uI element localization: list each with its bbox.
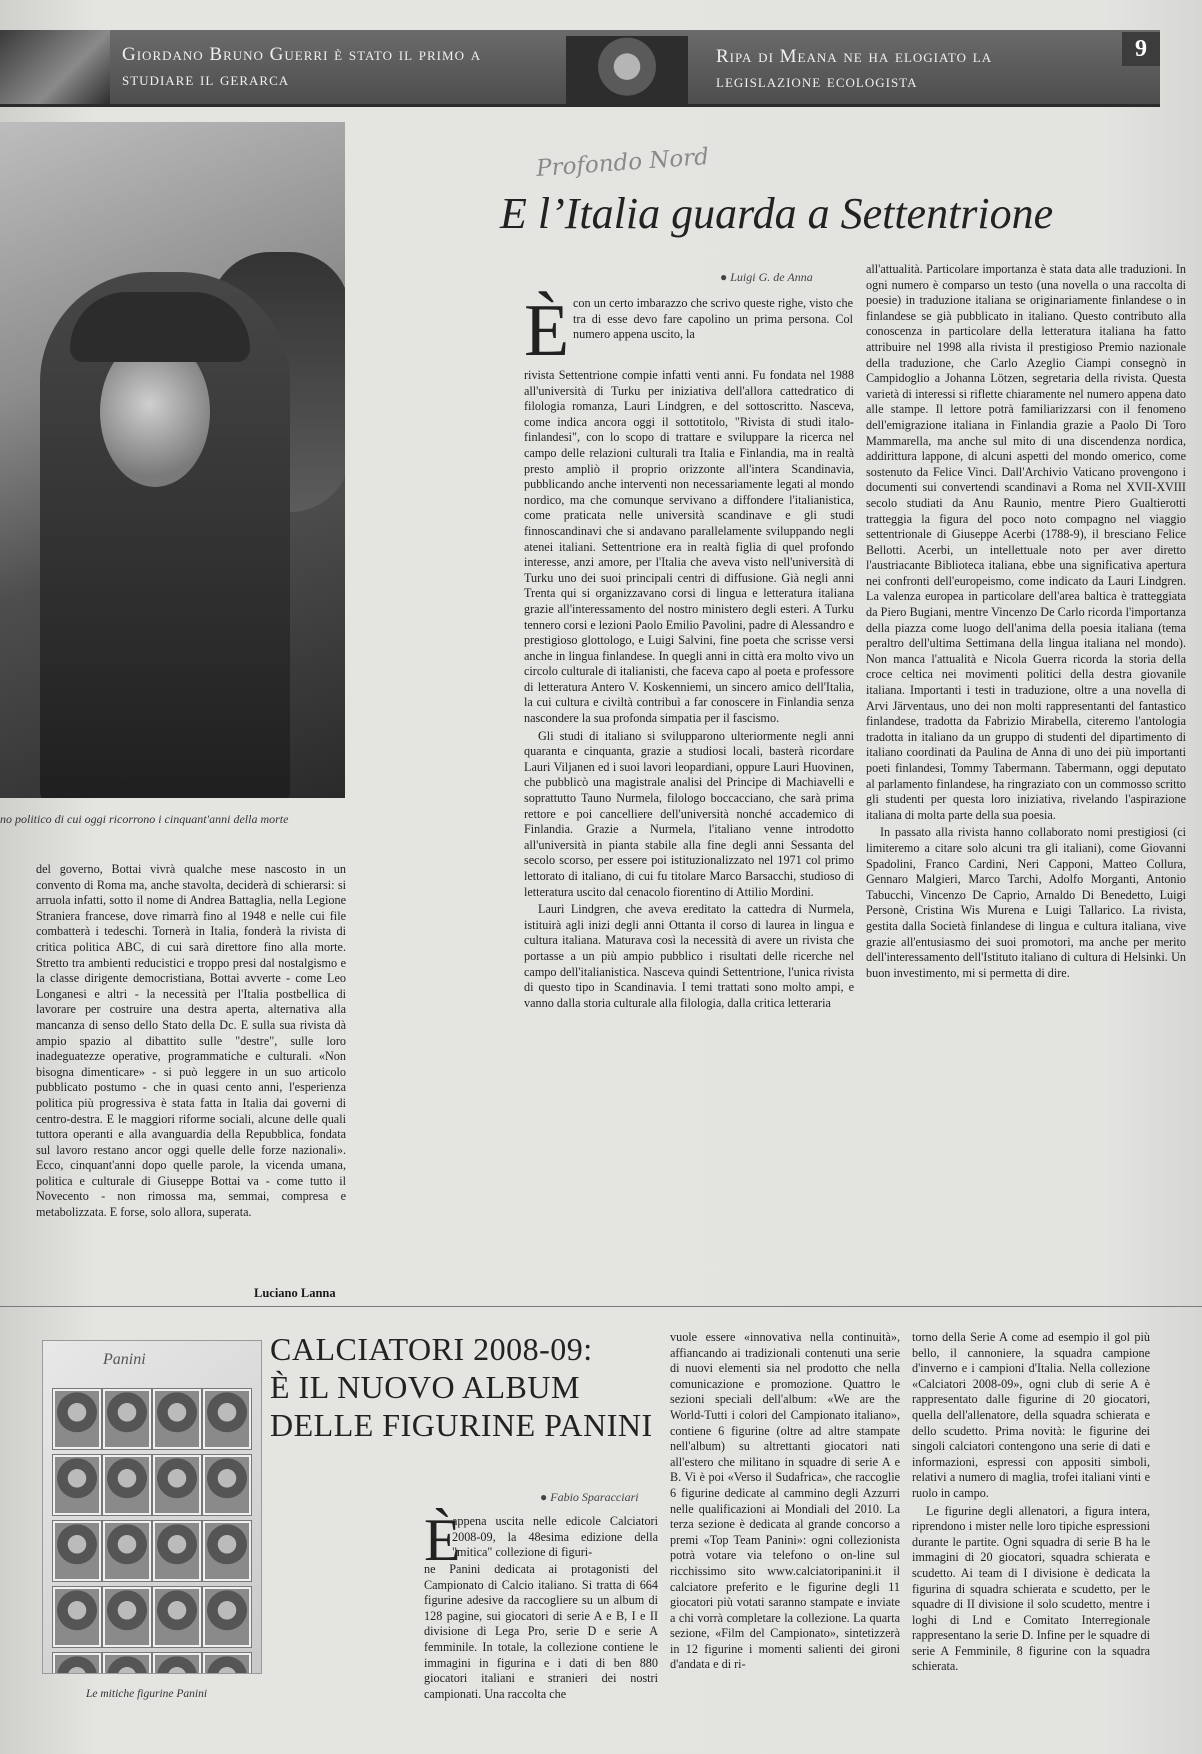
photo-caption: no politico di cui oggi ricorrono i cinquant'anni della morte xyxy=(0,812,289,826)
article-paragraph: torno della Serie A come ad esempio il gol più bello, il cannoniere, la squadra campione d'inverno e i campioni d'Italia. Nella collezione «Calciatori 2008-09», ogni club di serie A è rappresentato dalle figurine di 20 giocatori, quella dell'allenatore, della squadra schierata e dello scudetto. Prima novità: le figurine dei singoli calciatori contengono una serie di dati e informazioni, espressi con appositi simboli, relativi a numero di maglia, trofei italiani vinti e ruolo in campo. xyxy=(912,1330,1150,1500)
sticker xyxy=(53,1521,101,1581)
article2-column-3 xyxy=(912,1330,1150,1736)
sticker xyxy=(203,1455,251,1515)
article-paragraph: con un certo imbarazzo che scrivo queste righe, visto che tra di esse devo fare capolino un prima persona. Col numero appena uscito, la xyxy=(573,296,853,342)
sticker xyxy=(153,1587,201,1647)
article-paragraph: del governo, Bottai vivrà qualche mese nascosto in un convento di Roma ma, anche stavolta, deciderà di schierarsi: si arruola infatti, sotto il nome di Andrea Battaglia, nella Legione Straniera francese, dove rimarrà fino al 1948 e nelle cui file combatterà i tedeschi. Tornerà in Italia, fonderà la rivista di critica politica ABC, di cui sarà direttore fino alla morte. Stretto tra ambienti reducistici e troppo presi dal nostalgismo e la classe dirigente democristiana, Bottai avverte - come Leo Longanesi e altri - la necessità per l'Italia postbellica di lavorare per costruire una destra aperta, alternativa alla mancanza di senso dello Stato della Dc. E sulla sua rivista dà ampio spazio al dibattito sulle "destre", sulle loro inadeguatezze operative, programmatiche e culturali. «Non bisogna dimenticare» - si può leggere in un suo articolo pubblicato postumo - che in quasi cento anni, l'esperienza politica più progressiva è stata fatta in Italia dai governi di centro-destra. E le maggiori riforme sociali, alcune delle quali tuttora operanti e alla avanguardia della Repubblica, fondata sul lavoro restano ancor oggi quelle delle forze nazionali». Ecco, cinquant'anni dopo quelle parole, la vicenda umana, politica e culturale di Giuseppe Bottai va - come tutto il Novecento - non rimossa ma, semmai, compresa e metabolizzata. E forse, solo allora, superata. xyxy=(36,862,346,1220)
sticker xyxy=(103,1521,151,1581)
main-photo xyxy=(0,122,345,798)
article-paragraph: rivista Settentrione compie infatti venti anni. Fu fondata nel 1988 all'università di Turku per iniziativa dell'allora cattedratico di filologia romanza, Lauri Lindgren, e del sottoscritto. Nasceva, come indica ancora oggi il sottotitolo, "Rivista di studi italo-finlandesi", con lo scopo di trattare e sviluppare la ricerca nel campo delle relazioni culturali tra Italia e Finlandia, ma in realtà presto ampliò il proprio orizzonte all'intera Scandinavia, pubblicando anche interventi non necessariamente legati al mondo nordico, ma che comunque servivano a diffondere l'italianistica, come praticata nelle università scandinave e gli studi finnoscandinavi che si andavano parallelamente sviluppando negli atenei italiani. Settentrione era in realtà figlia di quel profondo interesse, anzi amore, per l'Italia che aveva visto nell'università di Turku uno dei suoi principali centri di diffusione. Già negli anni Trenta qui si organizzavano corsi di lingua e letteratura italiana grazie all'interessamento del nostro ministero degli esteri. A Turku tennero corsi e lezioni Paolo Emilio Pavolini, padre di Alessandro e prestigioso glottologo, e Luigi Salvini, fine poeta che scrisse versi anche in lingua finlandese. In quegli anni in città era molto vivo un circolo culturale di italianisti, che faceva capo al poeta e professore di letteratura Antero V. Koskenniemi, un sincero amico dell'Italia, la cui cultura e civiltà contribuì a far conoscere in Finlandia senza nascondere la sua profonda simpatia per il fascismo. xyxy=(524,368,854,726)
article2-column-1 xyxy=(424,1562,658,1736)
article-paragraph: appena uscita nelle edicole Calciatori 2008-09, la 48esima edizione della "mitica" collezione di figuri- xyxy=(452,1514,658,1560)
left-article-column xyxy=(36,862,346,1292)
article-paragraph: Gli studi di italiano si svilupparono ulteriormente negli anni quaranta e cinquanta, grazie a studiosi locali, basterà ricordare Lauri Viljanen ed i suoi lavori leopardiani, oppure Lauri Huovinen, che pubblicò una magistrale analisi del Principe di Machiavelli e soprattutto Tauno Nurmela, filologo boccacciano, che sarà prima rettore e poi cancelliere dell'università nonché accademico di Finlandia. Grazie a Nurmela, l'italiano venne introdotto all'università in pianta stabile alla fine degli anni Sessanta del secolo scorso, per essere poi istituzionalizzato nel 1971 col primo lettorato di italiano, di cui fu titolare Marco Barsacchi, studioso di letteratura uscito dal cenacolo fiorentino di Attilio Mordini. xyxy=(524,728,854,899)
article-paragraph: Lauri Lindgren, che aveva ereditato la cattedra di Nurmela, istituirà agli inizi degli anni Ottanta il corso di laurea in lingua e cultura italiana. Maturava così la necessità di avere un rivista che portasse a un più ampio pubblico i risultati delle ricerche nel campo dell'italianistica. Nasceva quindi Settentrione, l'unica rivista di questo tipo in Scandinavia. I temi trattati sono molto ampi, e vanno dalla storia culturale alla filologia, dalla critica letteraria xyxy=(524,902,854,1010)
article2-column-2 xyxy=(670,1330,900,1736)
sticker xyxy=(103,1653,151,1674)
article2-title-line: È IL NUOVO ALBUM xyxy=(270,1369,580,1405)
article-paragraph: all'attualità. Particolare importanza è stata data alle traduzioni. In ogni numero è comparso un testo (una novella o una raccolta di poesie) in traduzione italiana se originariamente finlandese o in finlandese se già pubblicato in italiano. Questo contributo alla conoscenza in particolare della letteratura italiana ha fatto attribuire nel 1998 alla rivista il prestigioso Premio nazionale della traduzione, che Carlo Azeglio Ciampi consegnò in Campidoglio a Johanna Lötzen, segretaria della rivista. Questa varietà di interessi si riflette chiaramente nel numero appena dato alle stampe. Il lettore potrà familiarizzarsi con il fenomeno dell'emigrazione italiana in Finlandia grazie a Paolo Di Toro Mammarella, ma anche sul mito di una discendenza nordica, addirittura lappone, di alcuni aspetti del mondo omerico, come sostenuto da Felice Vinci. Dall'Archivio Vaticano provengono i documenti sui convertendi scandinavi a Roma nel XVII-XVIII secolo studiati da Anu Raunio, mentre Piero Gualtierotti tratteggia la figura del poco noto compagno nel viaggio settentrionale di Giuseppe Acerbi (1788-9), il bresciano Felice Bellotti. Acerbi, un intellettuale noto per aver diretto l'austriacante Biblioteca italiana, ebbe una significativa apertura nei confronti dell'europeismo, come indicato da Lauri Lindgren. La valenza europea in particolare dell'area baltica è tratteggiata da Piero Bugiani, mentre Vincenzo De Carlo ricorda l'importanza della piazza come luogo dell'anima della poesia italiana (tema peraltro dell'ultima Settimana della lingua italiana nel mondo). Non manca l'attualità e Nicola Guerra ricorda la storia della croce celtica nei movimenti politici della destra giovanile italiana. Importanti i testi in traduzione, oltre a una novella di Arvi Järventaus, uno dei non molti rappresentanti del fantastico finlandese, tradotta da Fabrizio Mirabella, citeremo l'antologia tradotta in italiano da un gruppo di studenti del dipartimento di italiano coordinati da Paulina de Anna di uno dei più importanti poeti finlandesi, Tommy Tabermann. Tabermann, oggi deputato al parlamento finlandese, ha ringraziato con un commosso scritto gli studenti per questa loro iniziativa, rivelando l'aspirazione italiana di molta parte della sua poesia. xyxy=(866,262,1186,822)
album-photo-caption: Le mitiche figurine Panini xyxy=(86,1688,208,1700)
article2-dropcap: È xyxy=(424,1507,461,1573)
article2-title xyxy=(270,1330,670,1444)
article-kicker: Profondo Nord xyxy=(535,143,710,183)
photo-figure-hat xyxy=(70,292,250,362)
article-dropcap: È xyxy=(524,290,570,372)
section-divider xyxy=(0,1306,1202,1307)
sticker-grid xyxy=(53,1389,247,1674)
sticker xyxy=(53,1653,101,1674)
album-photo xyxy=(42,1340,262,1674)
header-right-text: Ripa di Meana ne ha elogiato la legislazione ecologista xyxy=(716,46,993,92)
header-photo-left xyxy=(0,30,110,104)
sticker xyxy=(153,1389,201,1449)
sticker xyxy=(103,1389,151,1449)
article-headline: E l’Italia guarda a Settentrione xyxy=(500,189,1054,238)
sticker xyxy=(53,1389,101,1449)
article2-column-intro xyxy=(452,1514,658,1562)
sticker xyxy=(103,1455,151,1515)
sticker xyxy=(203,1521,251,1581)
sticker xyxy=(103,1587,151,1647)
sticker xyxy=(203,1389,251,1449)
article2-byline: ● Fabio Sparacciari xyxy=(540,1490,639,1504)
sticker xyxy=(153,1455,201,1515)
article2-author: Fabio Sparacciari xyxy=(550,1490,639,1504)
sticker xyxy=(203,1587,251,1647)
header-left-text: Giordano Bruno Guerri è stato il primo a studiare il gerarca xyxy=(122,44,482,90)
header-photo-portrait xyxy=(566,36,688,104)
article-signature: Luciano Lanna xyxy=(254,1286,336,1300)
article-paragraph: vuole essere «innovativa nella continuità», affiancando ai tradizionali contenuti una serie di nuovi elementi sia nel prodotto che nella comunicazione e promozione. Quattro le sezioni speciali dell'album: «We are the World-Tutti i colori del Campionato italiano», contiene 6 figurine (oltre ad altre stampate nell'album) su altrettanti giocatori nati all'estero che militano in squadre di serie A e B. Vi è poi «Verso il Sudafrica», che raccoglie 6 figurine dedicate al cammino degli Azzurri nelle qualificazioni ai Mondiali del 2010. La terza sezione è dedicata al grande concorso a premi «Top Team Panini»: ogni collezionista potrà votare via telefono o on-line sul ricchissimo sito www.calciatoripanini.it il calciatore preferito e le figurine degli 11 giocatori più votati saranno stampate e inviate a chi vorrà completare la collezione. La quarta sezione, «Film del Campionato», sintetizzerà in 12 figurine i momenti salienti dei gironi d'andata e di ri- xyxy=(670,1330,900,1672)
sticker xyxy=(203,1653,251,1674)
article-author: Luigi G. de Anna xyxy=(730,270,813,284)
sticker xyxy=(53,1455,101,1515)
sticker xyxy=(153,1653,201,1674)
article-paragraph: In passato alla rivista hanno collaborato nomi prestigiosi (ci limiteremo a citare solo alcuni tra gli italiani), come Giovanni Spadolini, Franco Cardini, Neri Capponi, Matteo Collura, Gennaro Malgieri, Marco Tarchi, Adolfo Morganti, Antonio Tabucchi, Vincenzo De Caprio, Arnaldo Di Benedetto, Luigi Personè, Cristina Wis Murena e Luigi Tallarico. La rivista, gestita dalla Società finlandese di lingua e cultura italiana, vive grazie all'entusiasmo dei suoi promotori, ma anche per merito dell'interessamento dell'Istituto italiano di cultura di Helsinki. Un buon investimento, mi si permetta di dire. xyxy=(866,825,1186,980)
article-column-2 xyxy=(866,262,1186,1278)
article-paragraph: ne Panini dedicata ai protagonisti del Campionato di Calcio italiano. Si tratta di 664 figurine adesive da raccogliere su un album di 128 pagine, sui giocatori di serie A e B, I e II divisione di Lega Pro, serie D e serie A femminile. In totale, la collezione contiene le immagini in figurina e i dati di ben 880 giocatori italiani e stranieri dei nostri campionati. Una raccolta che xyxy=(424,1562,658,1701)
sticker xyxy=(53,1587,101,1647)
article-byline: ● Luigi G. de Anna xyxy=(720,270,813,284)
article2-title-line: DELLE FIGURINE PANINI xyxy=(270,1407,653,1443)
article-column-intro xyxy=(573,296,853,366)
sticker xyxy=(153,1521,201,1581)
page-number: 9 xyxy=(1122,32,1160,66)
article-column-1 xyxy=(524,368,854,1278)
article2-title-line: CALCIATORI 2008-09: xyxy=(270,1331,593,1367)
page-header xyxy=(0,30,1160,107)
album-label: Panini xyxy=(103,1351,146,1368)
article-paragraph: Le figurine degli allenatori, a figura intera, riprendono i mister nelle loro tipiche espressioni durante le partite. Ogni squadra di serie B ha le immagini di 20 giocatori, squadra schierata e scudetto. Ai team di I divisione è dedicata la figurina di squadra schierata e scudetto, per le squadre di II divisione il solo scudetto, mentre i loghi di Lnd e Comitato Interregionale rappresentano la serie D. Infine per le squadre di serie A Femminile, 8 figurine con la squadra schierata. xyxy=(912,1503,1150,1674)
